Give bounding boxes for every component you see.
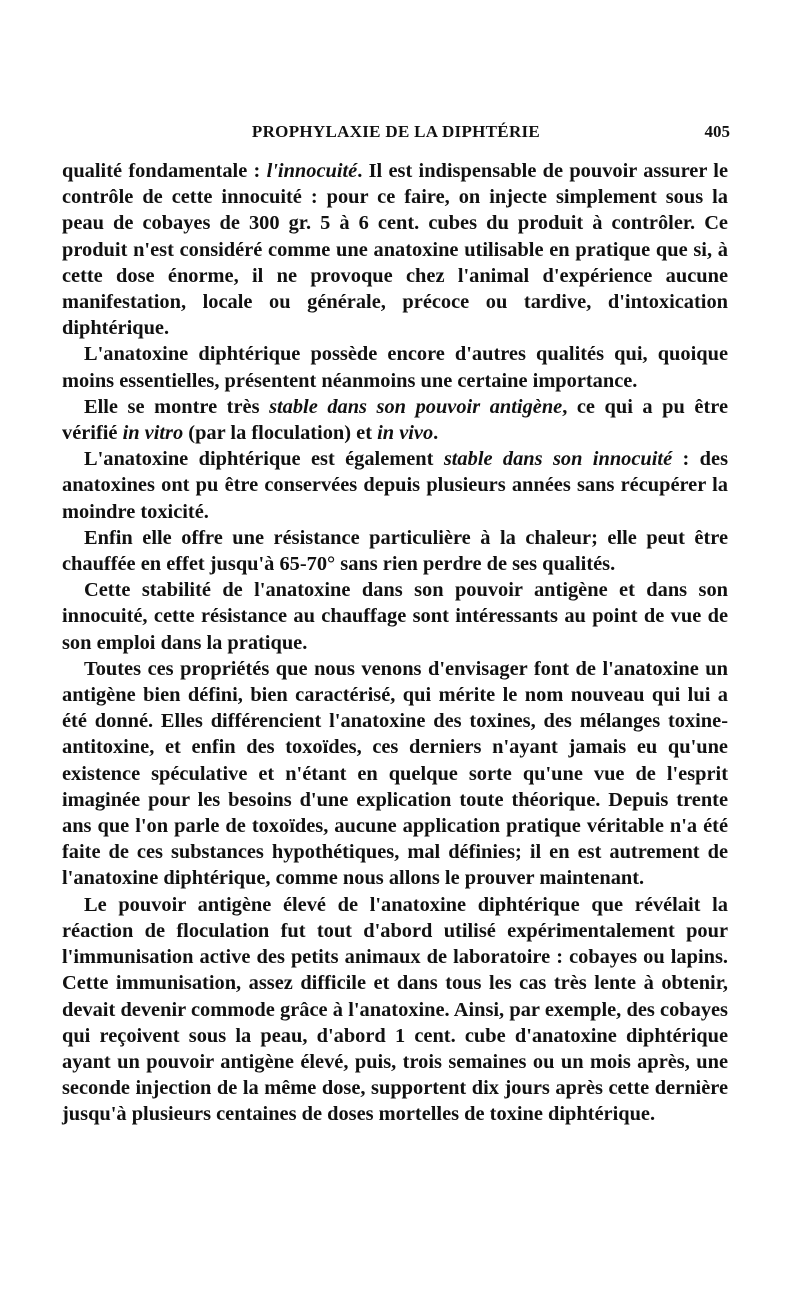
running-head <box>62 122 730 146</box>
paragraph <box>62 577 728 656</box>
italic-phrase: stable dans son innocuité <box>443 448 673 471</box>
paragraph <box>62 656 728 892</box>
running-title: PROPHYLAXIE DE LA DIPHTÉRIE <box>251 122 541 141</box>
paragraph <box>62 446 728 525</box>
text-run: , ce qui a pu être vérifié <box>62 395 728 445</box>
text-run: Toutes ces propriétés que nous venons d'envisager font de l'anatoxine un antigène bien défini, bien caractérisé, qui mérite le nom nouveau qui lui a été donné. Elles différencient l'anatoxine des toxines, des mélanges toxine-antitoxine, et enfin des toxoïdes, ces derniers n'ayant jamais eu qu'une existence spéculative et n'étant en quelque sorte qu'une vue de l'esprit imaginée pour les besoins d'une explication toute théorique. Depuis trente ans que l'on parle de toxoïdes, aucune application pratique véritable n'a été faite de ces substances hypothétiques, mal définies; il en est autrement de l'anatoxine diphtérique, comme nous allons le prouver maintenant. <box>62 657 728 890</box>
italic-phrase: stable dans son pouvoir antigène <box>269 395 563 418</box>
text-run: : des anatoxines ont pu être conservées depuis plusieurs années sans récupérer la moindre toxicité. <box>62 448 728 523</box>
body-text <box>62 158 728 1128</box>
text-run: L'anatoxine diphtérique possède encore d'autres qualités qui, quoique moins essentielles, présentent néanmoins une certaine importance. <box>62 343 728 392</box>
text-run: L'anatoxine diphtérique est également <box>84 448 444 471</box>
text-run: . Il est indispensable de pouvoir assurer le contrôle de cette innocuité : pour ce faire, on injecte simplement sous la peau de cobayes de 300 gr. 5 à 6 cent. cubes du produit à contrôler. Ce produit n'est considéré comme une anatoxine utilisable en pratique que si, à cette dose énorme, il ne provoque chez l'animal d'expérience aucune manifestation, locale ou générale, précoce ou tardive, d'intoxication diphtérique. <box>62 160 729 340</box>
text-run: qualité fondamentale : <box>62 160 267 182</box>
page-number: 405 <box>704 122 730 141</box>
italic-phrase: in vivo <box>377 422 434 445</box>
text-run: Elle se montre très <box>84 395 270 418</box>
text-run: . <box>433 422 439 445</box>
text-run: (par la floculation) et <box>183 422 378 445</box>
paragraph <box>62 394 728 446</box>
text-run: Cette stabilité de l'anatoxine dans son pouvoir antigène et dans son innocuité, cette résistance au chauffage sont intéressants au point de vue de son emploi dans la pratique. <box>62 579 728 654</box>
paragraph <box>62 525 728 577</box>
text-run: Le pouvoir antigène élevé de l'anatoxine diphtérique que révélait la réaction de floculation fut tout d'abord utilisé expérimentalement pour l'immunisation active des petits animaux de laboratoire : cobayes ou lapins. Cette immunisation, assez difficile et dans tous les cas très lente à obtenir, devait devenir commode grâce à l'anatoxine. Ainsi, par exemple, des cobayes qui reçoivent sous la peau, d'abord 1 cent. cube d'anatoxine diphtérique ayant un pouvoir antigène élevé, puis, trois semaines ou un mois après, une seconde injection de la même dose, supportent dix jours après cette dernière jusqu'à plusieurs centaines de doses mortelles de toxine diphtérique. <box>62 893 728 1126</box>
paragraph <box>62 158 728 341</box>
paragraph <box>62 341 728 393</box>
text-run: Enfin elle offre une résistance particulière à la chaleur; elle peut être chauffée en effet jusqu'à 65-70° sans rien perdre de ses qualités. <box>62 526 728 576</box>
italic-phrase: l'innocuité <box>266 160 358 182</box>
paragraph <box>62 892 728 1128</box>
italic-phrase: in vitro <box>122 422 184 445</box>
